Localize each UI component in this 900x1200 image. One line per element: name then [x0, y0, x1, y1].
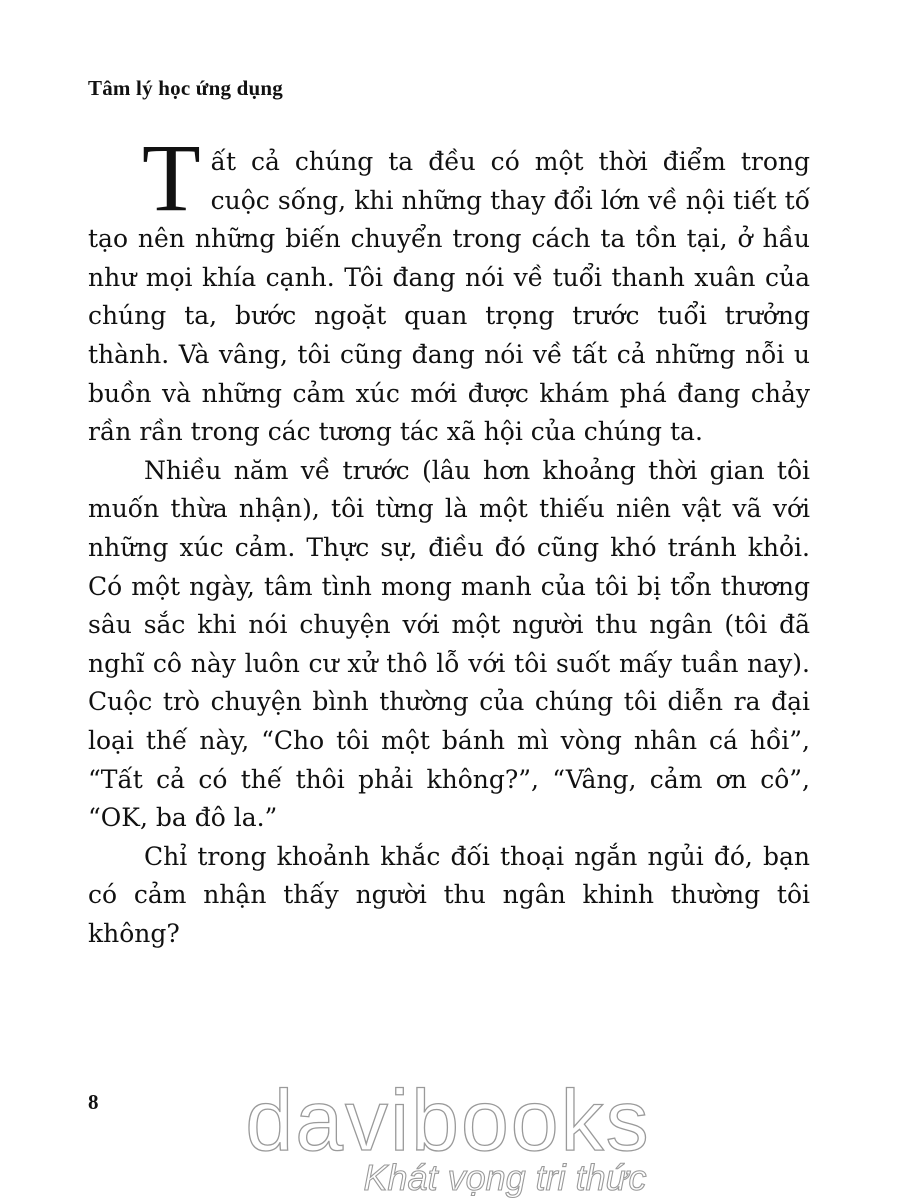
drop-cap: T	[142, 124, 201, 231]
watermark-tagline: Khát vọng tri thức	[363, 1157, 647, 1198]
running-header: Tâm lý học ứng dụng	[88, 76, 283, 100]
body-text	[88, 124, 810, 953]
page-number: 8	[88, 1090, 99, 1114]
paragraph-3: Chỉ trong khoảnh khắc đối thoại ngắn ngủi đó, bạn có cảm nhận thấy người thu ngân khinh thường tôi không?	[88, 841, 810, 948]
paragraph-1-text: ất cả chúng ta đều có một thời điểm trong cuộc sống, khi những thay đổi lớn về nội tiết tố tạo nên những biến chuyển trong cách ta tồn tại, ở hầu như mọi khía cạnh. Tôi đang nói về tuổi thanh xuân của chúng ta, bước ngoặt quan trọng trước tuổi trưởng thành. Và vâng, tôi cũng đang nói về tất cả những nỗi u buồn và những cảm xúc mới được khám phá đang chảy rần rần trong các tương tác xã hội của chúng ta.	[88, 147, 810, 447]
paragraph-1	[88, 124, 810, 452]
paragraph-2: Nhiều năm về trước (lâu hơn khoảng thời gian tôi muốn thừa nhận), tôi từng là một thiếu niên vật vã với những xúc cảm. Thực sự, điều đó cũng khó tránh khỏi. Có một ngày, tâm tình mong manh của tôi bị tổn thương sâu sắc khi nói chuyện với một người thu ngân (tôi đã nghĩ cô này luôn cư xử thô lỗ với tôi suốt mấy tuần nay). Cuộc trò chuyện bình thường của chúng tôi diễn ra đại loại thế này, “Cho tôi một bánh mì vòng nhân cá hồi”, “Tất cả có thế thôi phải không?”, “Vâng, cảm ơn cô”, “OK, ba đô la.”	[88, 455, 810, 833]
watermark	[0, 1076, 900, 1200]
watermark-brand: davibooks	[245, 1076, 651, 1169]
